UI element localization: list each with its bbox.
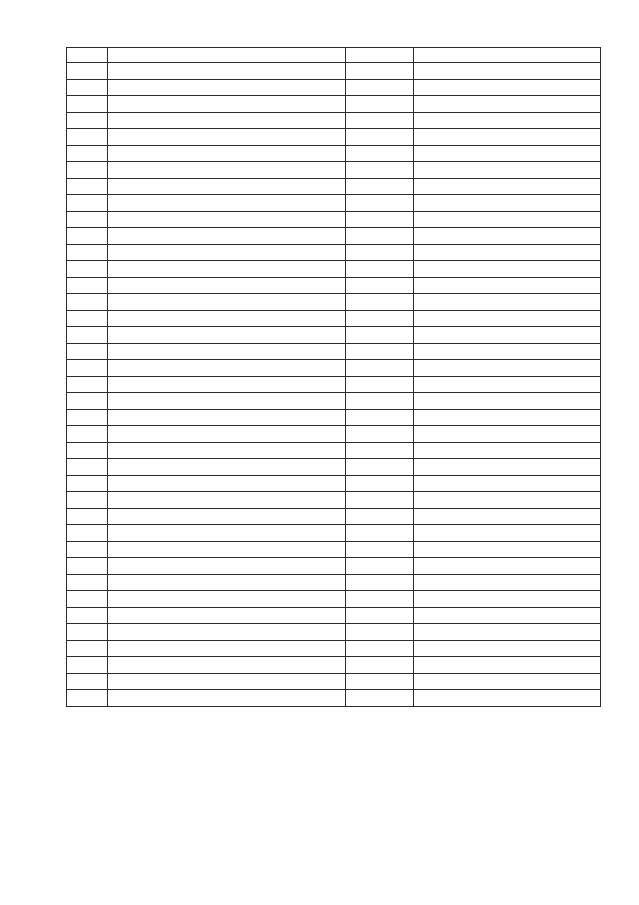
table-row [67,178,601,195]
cell-period [346,492,414,509]
table-row [67,541,601,558]
cell-address [108,277,346,294]
cell-period [346,409,414,426]
table-row [67,690,601,707]
cell-row-number [67,360,108,377]
cell-work-type [414,624,601,641]
table-row [67,343,601,360]
table-row [67,508,601,525]
table-row [67,96,601,113]
cell-address [108,492,346,509]
cell-period [346,63,414,80]
cell-period [346,673,414,690]
cell-work-type [414,195,601,212]
cell-row-number [67,459,108,476]
header-col-1 [67,48,108,63]
cell-row-number [67,277,108,294]
table-header-row [67,48,601,63]
cell-row-number [67,426,108,443]
cell-row-number [67,96,108,113]
cell-work-type [414,228,601,245]
cell-address [108,657,346,674]
cell-period [346,459,414,476]
table-row [67,112,601,129]
cell-work-type [414,442,601,459]
cell-row-number [67,558,108,575]
cell-work-type [414,541,601,558]
repair-schedule-table [66,47,601,707]
cell-row-number [67,541,108,558]
table-row [67,492,601,509]
cell-address [108,79,346,96]
cell-address [108,228,346,245]
table-row [67,376,601,393]
cell-row-number [67,195,108,212]
cell-period [346,244,414,261]
table-row [67,475,601,492]
cell-work-type [414,607,601,624]
cell-row-number [67,178,108,195]
cell-row-number [67,409,108,426]
cell-address [108,195,346,212]
cell-address [108,690,346,707]
cell-address [108,211,346,228]
cell-address [108,525,346,542]
cell-row-number [67,211,108,228]
cell-address [108,624,346,641]
cell-period [346,360,414,377]
cell-period [346,195,414,212]
cell-work-type [414,574,601,591]
cell-work-type [414,145,601,162]
cell-work-type [414,310,601,327]
cell-period [346,525,414,542]
cell-address [108,360,346,377]
cell-address [108,129,346,146]
cell-address [108,409,346,426]
cell-row-number [67,376,108,393]
cell-work-type [414,79,601,96]
cell-work-type [414,673,601,690]
cell-row-number [67,657,108,674]
cell-period [346,442,414,459]
cell-row-number [67,228,108,245]
cell-work-type [414,360,601,377]
cell-period [346,261,414,278]
cell-row-number [67,574,108,591]
cell-work-type [414,244,601,261]
cell-address [108,178,346,195]
table-row [67,525,601,542]
cell-row-number [67,607,108,624]
cell-period [346,508,414,525]
cell-work-type [414,112,601,129]
cell-row-number [67,79,108,96]
cell-address [108,558,346,575]
cell-row-number [67,294,108,311]
cell-work-type [414,261,601,278]
cell-work-type [414,591,601,608]
cell-row-number [67,673,108,690]
cell-work-type [414,657,601,674]
cell-work-type [414,459,601,476]
cell-row-number [67,112,108,129]
cell-address [108,459,346,476]
cell-work-type [414,178,601,195]
cell-address [108,393,346,410]
cell-work-type [414,492,601,509]
cell-work-type [414,393,601,410]
cell-row-number [67,145,108,162]
cell-address [108,294,346,311]
table-row [67,393,601,410]
table-row [67,162,601,179]
table-row [67,195,601,212]
table-body [67,48,601,707]
table-row [67,657,601,674]
cell-row-number [67,63,108,80]
cell-row-number [67,129,108,146]
cell-work-type [414,508,601,525]
table-row [67,129,601,146]
cell-row-number [67,244,108,261]
cell-period [346,607,414,624]
cell-row-number [67,162,108,179]
cell-period [346,574,414,591]
table-row [67,673,601,690]
cell-period [346,277,414,294]
cell-row-number [67,591,108,608]
cell-address [108,310,346,327]
cell-work-type [414,294,601,311]
cell-row-number [67,690,108,707]
cell-address [108,145,346,162]
cell-address [108,673,346,690]
cell-address [108,541,346,558]
cell-address [108,244,346,261]
cell-row-number [67,327,108,344]
cell-work-type [414,162,601,179]
table-row [67,211,601,228]
cell-period [346,145,414,162]
cell-address [108,162,346,179]
table-row [67,277,601,294]
table-row [67,360,601,377]
table-row [67,624,601,641]
table-row [67,63,601,80]
cell-period [346,178,414,195]
cell-address [108,591,346,608]
cell-address [108,343,346,360]
cell-period [346,211,414,228]
cell-work-type [414,426,601,443]
cell-work-type [414,211,601,228]
cell-row-number [67,343,108,360]
cell-period [346,96,414,113]
cell-work-type [414,475,601,492]
cell-address [108,426,346,443]
cell-work-type [414,376,601,393]
cell-address [108,475,346,492]
table-row [67,607,601,624]
cell-work-type [414,409,601,426]
cell-period [346,541,414,558]
cell-period [346,475,414,492]
cell-address [108,442,346,459]
cell-work-type [414,558,601,575]
cell-address [108,508,346,525]
cell-period [346,657,414,674]
cell-period [346,624,414,641]
cell-period [346,129,414,146]
table-row [67,409,601,426]
cell-address [108,640,346,657]
table-row [67,79,601,96]
cell-row-number [67,261,108,278]
header-col-2 [108,48,346,63]
cell-row-number [67,310,108,327]
table-row [67,442,601,459]
cell-row-number [67,508,108,525]
cell-row-number [67,624,108,641]
table-row [67,244,601,261]
cell-address [108,261,346,278]
cell-period [346,79,414,96]
cell-row-number [67,393,108,410]
table-row [67,294,601,311]
cell-period [346,343,414,360]
cell-period [346,112,414,129]
cell-period [346,426,414,443]
cell-period [346,393,414,410]
cell-work-type [414,640,601,657]
cell-work-type [414,277,601,294]
cell-period [346,640,414,657]
table-row [67,327,601,344]
table-row [67,426,601,443]
cell-period [346,228,414,245]
cell-period [346,162,414,179]
cell-address [108,607,346,624]
cell-row-number [67,475,108,492]
cell-work-type [414,96,601,113]
cell-address [108,376,346,393]
table-row [67,310,601,327]
header-col-3 [346,48,414,63]
cell-work-type [414,690,601,707]
cell-period [346,327,414,344]
cell-period [346,558,414,575]
cell-period [346,690,414,707]
cell-address [108,327,346,344]
table-row [67,591,601,608]
cell-work-type [414,343,601,360]
cell-address [108,96,346,113]
table-row [67,145,601,162]
cell-address [108,574,346,591]
cell-row-number [67,640,108,657]
table-row [67,640,601,657]
cell-period [346,376,414,393]
table-row [67,459,601,476]
cell-address [108,112,346,129]
cell-row-number [67,492,108,509]
header-col-4 [414,48,601,63]
cell-work-type [414,63,601,80]
cell-work-type [414,129,601,146]
cell-period [346,591,414,608]
cell-work-type [414,525,601,542]
cell-period [346,310,414,327]
cell-row-number [67,442,108,459]
table-row [67,261,601,278]
table-row [67,228,601,245]
cell-address [108,63,346,80]
cell-row-number [67,525,108,542]
table-row [67,574,601,591]
cell-period [346,294,414,311]
cell-work-type [414,327,601,344]
table-row [67,558,601,575]
